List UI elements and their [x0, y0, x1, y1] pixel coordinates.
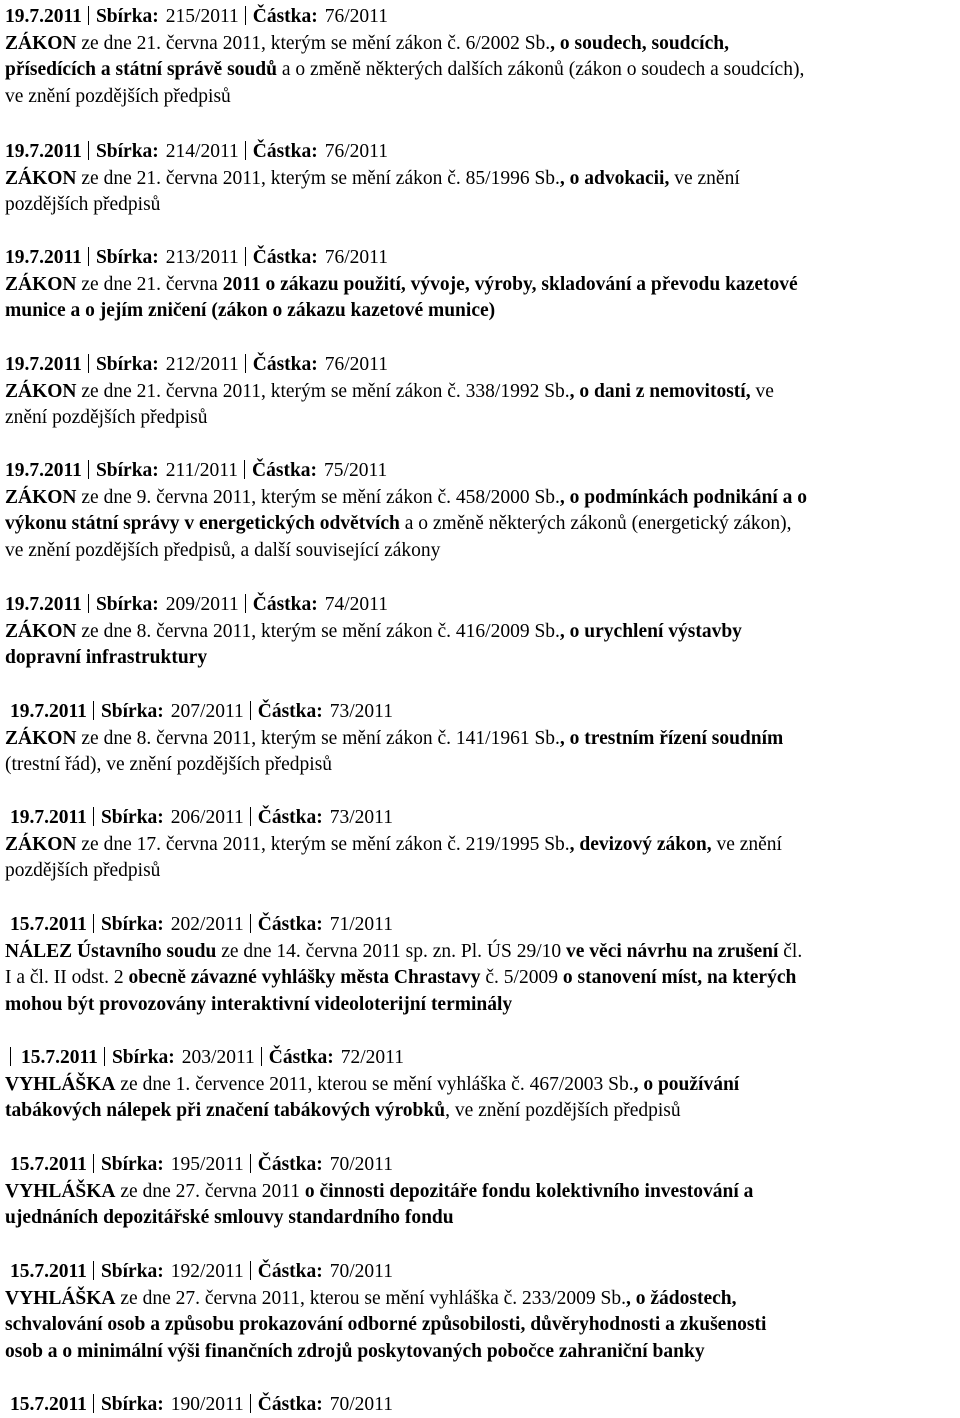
separator	[88, 141, 89, 160]
separator	[250, 1154, 251, 1173]
entry-text: ZÁKON	[5, 620, 77, 642]
entry-text-line	[5, 1072, 739, 1098]
castka-label: Částka:	[268, 1047, 334, 1068]
entry-date: 19.7.2011	[10, 807, 87, 828]
entry-text: NÁLEZ Ústavního soudu	[5, 940, 217, 962]
separator	[93, 1154, 94, 1173]
entry-text-line	[5, 31, 729, 57]
castka-label: Částka:	[252, 460, 318, 481]
entry-date: 15.7.2011	[21, 1047, 98, 1068]
sbirka-number: 211/2011	[165, 460, 239, 481]
entry-header	[5, 458, 387, 484]
sbirka-label: Sbírka:	[95, 247, 159, 268]
sbirka-number: 203/2011	[181, 1047, 255, 1068]
sbirka-number: 190/2011	[170, 1394, 244, 1415]
separator	[88, 460, 89, 479]
castka-label: Částka:	[257, 1394, 323, 1415]
entry-date: 15.7.2011	[10, 914, 87, 935]
entry-text-line	[5, 538, 440, 564]
entry-text: ze dne 21. června	[76, 273, 223, 295]
entry-header	[10, 1152, 393, 1178]
separator	[245, 354, 246, 373]
entry-text: ze dne 8. června 2011, kterým se mění zákon č. 141/1961 Sb.	[76, 727, 560, 749]
entry-text: výkonu státní správy v energetických odvětvích	[5, 513, 400, 535]
entry-text-line	[5, 1286, 737, 1312]
entry-text: tabákových nálepek při značení tabákových výrobků	[5, 1100, 446, 1122]
sbirka-number: 212/2011	[165, 354, 239, 375]
separator	[261, 1047, 262, 1066]
entry-text: ujednáních depozitářské smlouvy standardního fondu	[5, 1207, 454, 1229]
entry-text-line	[5, 1179, 753, 1205]
sbirka-label: Sbírka:	[100, 1261, 164, 1282]
entry-text-line	[5, 192, 160, 218]
entry-date: 19.7.2011	[5, 141, 82, 162]
entry-text: č. 5/2009	[480, 967, 563, 989]
entry-header	[10, 699, 393, 725]
castka-label: Částka:	[252, 6, 318, 27]
entry-text-line	[5, 379, 774, 405]
castka-number: 70/2011	[329, 1261, 393, 1282]
sbirka-label: Sbírka:	[95, 594, 159, 615]
castka-label: Částka:	[257, 1261, 323, 1282]
entry-text: ze dne 17. června 2011, kterým se mění zákon č. 219/1995 Sb.	[76, 833, 570, 855]
entry-text: a o změně některých zákonů (energetický zákon),	[399, 513, 792, 535]
entry-header	[5, 592, 388, 618]
entry-header	[10, 1045, 404, 1071]
sbirka-label: Sbírka:	[111, 1047, 175, 1068]
entry-text: ze dne 27. června 2011	[115, 1180, 305, 1202]
separator	[88, 6, 89, 25]
entry-text-line	[5, 1339, 705, 1365]
entry-text-line	[5, 939, 802, 965]
castka-label: Částka:	[257, 701, 323, 722]
entry-text-line	[5, 272, 798, 298]
sbirka-label: Sbírka:	[95, 141, 159, 162]
entry-text: VYHLÁŠKA	[5, 1287, 116, 1309]
entry-text-line	[5, 1205, 454, 1231]
entry-header	[5, 4, 388, 30]
sbirka-number: 209/2011	[165, 594, 239, 615]
sbirka-label: Sbírka:	[95, 460, 159, 481]
entry-text: ve	[750, 380, 774, 402]
entry-text-line	[5, 1312, 766, 1338]
entry-text-line	[5, 832, 782, 858]
sbirka-number: 215/2011	[165, 6, 239, 27]
entry-text: ZÁKON	[5, 833, 77, 855]
entry-text: ze dne 27. června 2011, kterou se mění vyhláška č. 233/2009 Sb.	[115, 1287, 627, 1309]
separator	[250, 807, 251, 826]
entry-text: ze dne 9. června 2011, kterým se mění zákon č. 458/2000 Sb.	[76, 486, 560, 508]
entry-text-line	[5, 726, 783, 752]
castka-label: Částka:	[252, 354, 318, 375]
entry-header	[5, 245, 388, 271]
castka-label: Částka:	[257, 914, 323, 935]
sbirka-number: 213/2011	[165, 247, 239, 268]
castka-number: 76/2011	[324, 141, 388, 162]
separator	[250, 1261, 251, 1280]
entry-text: ZÁKON	[5, 727, 77, 749]
separator	[93, 1261, 94, 1280]
entry-date: 19.7.2011	[5, 354, 82, 375]
entry-text-line	[5, 511, 792, 537]
entry-text: ze dne 21. června 2011, kterým se mění zákon č. 338/1992 Sb.	[76, 380, 570, 402]
castka-number: 76/2011	[324, 6, 388, 27]
separator	[244, 460, 245, 479]
entry-text: (trestní řád), ve znění pozdějších předpisů	[5, 754, 333, 776]
entry-text: VYHLÁŠKA	[5, 1073, 116, 1095]
entry-text-line	[5, 485, 807, 511]
entry-text: , o urychlení výstavby	[559, 620, 742, 642]
separator	[104, 1047, 105, 1066]
sbirka-label: Sbírka:	[95, 6, 159, 27]
entry-text: o stanovení míst, na kterých	[562, 967, 797, 989]
entry-text: ve znění	[711, 833, 782, 855]
separator	[88, 354, 89, 373]
entry-text: , o žádostech,	[626, 1287, 737, 1309]
entry-text: a o změně některých dalších zákonů (zákon o soudech a soudcích),	[276, 59, 805, 81]
entry-text: I a čl. II odst. 2	[5, 967, 129, 989]
entry-text: , o podmínkách podnikání a o	[559, 486, 808, 508]
separator	[245, 141, 246, 160]
sbirka-number: 207/2011	[170, 701, 244, 722]
entry-header	[5, 139, 388, 165]
sbirka-number: 206/2011	[170, 807, 244, 828]
entry-text: osob a o minimální výši finančních zdrojů poskytovaných pobočce zahraniční banky	[5, 1340, 705, 1362]
entry-header	[10, 805, 393, 831]
castka-number: 70/2011	[329, 1154, 393, 1175]
sbirka-label: Sbírka:	[100, 914, 164, 935]
sbirka-number: 192/2011	[170, 1261, 244, 1282]
sbirka-label: Sbírka:	[100, 701, 164, 722]
separator	[245, 247, 246, 266]
entry-text: ze dne 14. června 2011 sp. zn. Pl. ÚS 29/10	[216, 940, 567, 962]
entry-text: ZÁKON	[5, 32, 77, 54]
separator	[245, 594, 246, 613]
castka-number: 75/2011	[324, 460, 388, 481]
entry-text: mohou být provozovány interaktivní videoloterijní terminály	[5, 993, 513, 1015]
entry-header	[10, 1392, 393, 1418]
entry-text: , devizový zákon,	[569, 833, 712, 855]
castka-label: Částka:	[257, 1154, 323, 1175]
entry-text: obecně závazné vyhlášky města Chrastavy	[128, 967, 481, 989]
entry-text: ve znění pozdějších předpisů	[5, 85, 231, 107]
entry-date: 19.7.2011	[10, 701, 87, 722]
sbirka-label: Sbírka:	[100, 1394, 164, 1415]
separator	[88, 247, 89, 266]
separator	[245, 6, 246, 25]
entry-header	[10, 1259, 393, 1285]
entry-text-line	[5, 84, 231, 110]
entry-text-line	[5, 57, 804, 83]
entry-text-line	[5, 298, 495, 324]
separator	[93, 1394, 94, 1413]
entry-text: , o dani z nemovitostí,	[569, 380, 751, 402]
entry-text-line	[5, 858, 160, 884]
entry-date: 15.7.2011	[10, 1154, 87, 1175]
entry-header	[5, 352, 388, 378]
entry-text-line	[5, 166, 740, 192]
castka-label: Částka:	[252, 141, 318, 162]
entry-header	[10, 912, 393, 938]
entry-date: 19.7.2011	[5, 247, 82, 268]
entry-date: 19.7.2011	[5, 594, 82, 615]
entry-text: znění pozdějších předpisů	[5, 407, 208, 429]
separator	[88, 594, 89, 613]
entry-text: ve znění pozdějších předpisů, a další související zákony	[5, 539, 441, 561]
separator	[250, 914, 251, 933]
entry-text: ze dne 21. června 2011, kterým se mění zákon č. 6/2002 Sb.	[76, 32, 551, 54]
entry-text: ve věci návrhu na zrušení	[566, 940, 779, 962]
separator	[10, 1047, 11, 1066]
castka-number: 73/2011	[329, 807, 393, 828]
castka-label: Částka:	[252, 247, 318, 268]
entry-text: přísedících a státní správě soudů	[5, 59, 277, 81]
castka-number: 72/2011	[340, 1047, 404, 1068]
entry-text: ZÁKON	[5, 380, 77, 402]
castka-number: 76/2011	[324, 247, 388, 268]
entry-date: 19.7.2011	[5, 6, 82, 27]
separator	[250, 701, 251, 720]
sbirka-label: Sbírka:	[100, 807, 164, 828]
entry-text: , o advokacii,	[559, 167, 670, 189]
sbirka-number: 202/2011	[170, 914, 244, 935]
entry-text: dopravní infrastruktury	[5, 647, 208, 669]
entry-text-line	[5, 752, 332, 778]
castka-number: 73/2011	[329, 701, 393, 722]
entry-text-line	[5, 1098, 681, 1124]
separator	[93, 701, 94, 720]
entry-text: pozdějších předpisů	[5, 860, 161, 882]
sbirka-label: Sbírka:	[100, 1154, 164, 1175]
castka-label: Částka:	[257, 807, 323, 828]
entry-date: 15.7.2011	[10, 1261, 87, 1282]
entry-text: , o soudech, soudcích,	[550, 32, 729, 54]
entry-text: munice a o jejím zničení (zákon o zákazu kazetové munice)	[5, 300, 496, 322]
entry-text: , ve znění pozdějších předpisů	[445, 1100, 681, 1122]
entry-text-line	[5, 619, 742, 645]
entry-text: , o používání	[633, 1073, 740, 1095]
castka-number: 76/2011	[324, 354, 388, 375]
sbirka-number: 195/2011	[170, 1154, 244, 1175]
castka-number: 71/2011	[329, 914, 393, 935]
entry-text: čl.	[778, 940, 803, 962]
entry-text: ze dne 1. července 2011, kterou se mění vyhláška č. 467/2003 Sb.	[115, 1073, 634, 1095]
entry-text: o činnosti depozitáře fondu kolektivního investování a	[304, 1180, 754, 1202]
entry-text: ve znění	[669, 167, 740, 189]
entry-text: ze dne 21. června 2011, kterým se mění zákon č. 85/1996 Sb.	[76, 167, 560, 189]
entry-date: 19.7.2011	[5, 460, 82, 481]
entry-text-line	[5, 992, 512, 1018]
castka-number: 70/2011	[329, 1394, 393, 1415]
castka-label: Částka:	[252, 594, 318, 615]
entry-text-line	[5, 645, 207, 671]
entry-text: , o trestním řízení soudním	[559, 727, 784, 749]
sbirka-label: Sbírka:	[95, 354, 159, 375]
sbirka-number: 214/2011	[165, 141, 239, 162]
entry-text: pozdějších předpisů	[5, 194, 161, 216]
separator	[93, 914, 94, 933]
entry-text: ze dne 8. června 2011, kterým se mění zákon č. 416/2009 Sb.	[76, 620, 560, 642]
entry-text: ZÁKON	[5, 486, 77, 508]
entry-text: ZÁKON	[5, 167, 77, 189]
entry-date: 15.7.2011	[10, 1394, 87, 1415]
entry-text: VYHLÁŠKA	[5, 1180, 116, 1202]
entry-text: schvalování osob a způsobu prokazování odborné způsobilosti, důvěryhodnosti a zkušenosti	[5, 1314, 767, 1336]
entry-text-line	[5, 405, 208, 431]
separator	[93, 807, 94, 826]
castka-number: 74/2011	[324, 594, 388, 615]
entry-text: ZÁKON	[5, 273, 77, 295]
separator	[250, 1394, 251, 1413]
entry-text: 2011 o zákazu použití, vývoje, výroby, skladování a převodu kazetové	[222, 273, 798, 295]
entry-text-line	[5, 965, 796, 991]
